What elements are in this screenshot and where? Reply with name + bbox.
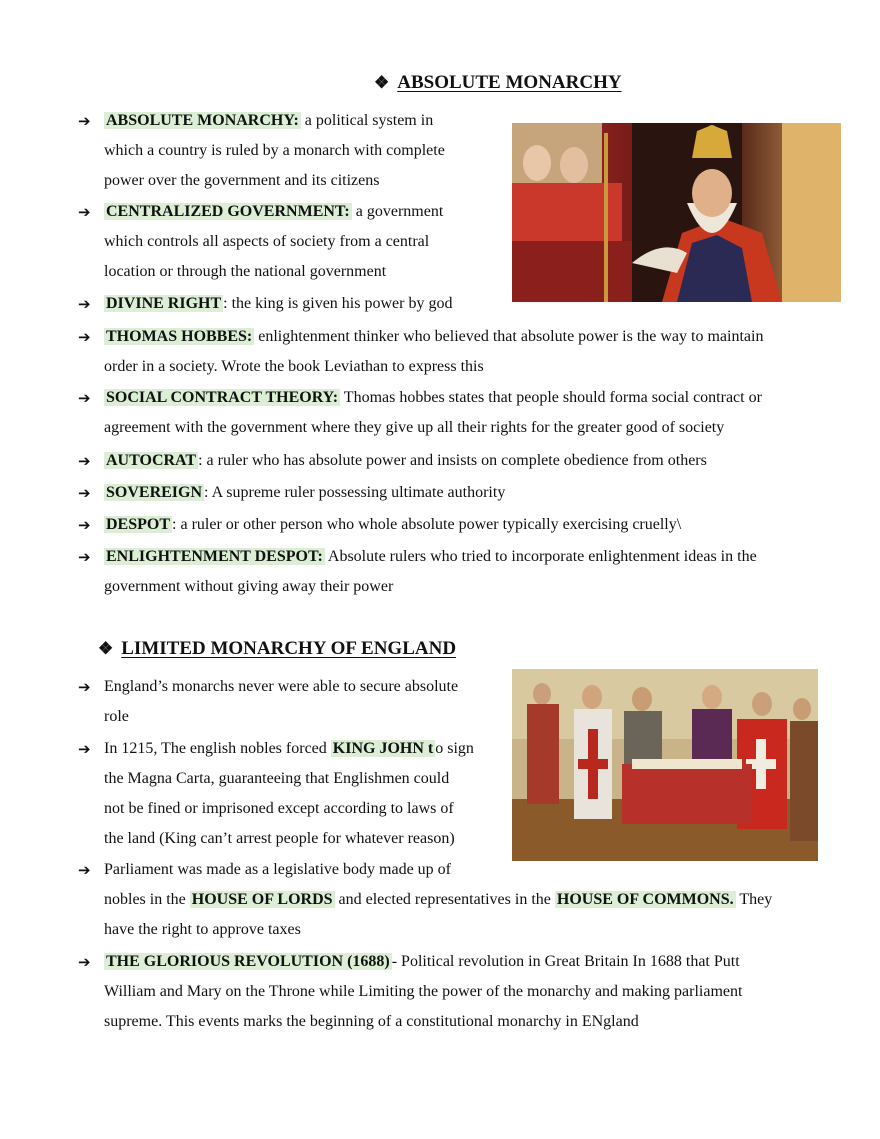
term: AUTOCRAT: [106, 452, 197, 469]
text: In 1215, The english nobles forced: [104, 740, 331, 757]
term: CENTRALIZED GOVERNMENT:: [106, 203, 350, 220]
arrow-right-icon: ➔: [78, 203, 91, 221]
bullet-despot: [78, 510, 838, 540]
definition: : A supreme ruler possessing ultimate authority: [204, 484, 506, 501]
definition: : a ruler or other person who whole absolute power typically exercising cruelly\: [172, 516, 682, 533]
arrow-right-icon: ➔: [78, 678, 91, 696]
text-line: William and Mary on the Throne while Limiting the power of the monarchy and making parliament: [104, 983, 743, 1000]
arrow-right-icon: ➔: [78, 953, 91, 971]
text: They: [735, 891, 773, 908]
arrow-right-icon: ➔: [78, 516, 91, 534]
bullet-glorious-revolution: [78, 947, 838, 1037]
diamond-icon: ❖: [374, 73, 390, 92]
bullet-parliament: [78, 855, 838, 945]
term: HOUSE OF LORDS: [191, 891, 333, 908]
arrow-right-icon: ➔: [78, 328, 91, 346]
text-line: Parliament was made as a legislative body made up of: [104, 861, 452, 878]
text: o sign: [435, 740, 474, 757]
term: DIVINE RIGHT: [106, 295, 222, 312]
text: and elected representatives in the: [334, 891, 555, 908]
bullet-social-contract-theory: [78, 383, 838, 443]
definition: Absolute rulers who tried to incorporate enlightenment ideas in the: [324, 548, 757, 565]
arrow-right-icon: ➔: [78, 295, 91, 313]
definition-line: which controls all aspects of society from a central: [104, 233, 430, 250]
bullet-england-monarchs: [78, 672, 458, 732]
bullet-autocrat: [78, 446, 838, 476]
arrow-right-icon: ➔: [78, 484, 91, 502]
text-line: England’s monarchs never were able to secure absolute: [104, 678, 459, 695]
section-heading-limited-monarchy: [98, 638, 456, 660]
section-heading-absolute-monarchy: [374, 72, 622, 94]
arrow-right-icon: ➔: [78, 112, 91, 130]
definition: Thomas hobbes states that people should forma social contract or: [340, 389, 762, 406]
arrow-right-icon: ➔: [78, 740, 91, 758]
text: - Political revolution in Great Britain In 1688 that Putt: [391, 953, 740, 970]
diamond-icon: ❖: [98, 639, 114, 658]
bullet-divine-right: [78, 289, 452, 319]
text-line: have the right to approve taxes: [104, 921, 301, 938]
definition-line: location or through the national government: [104, 263, 387, 280]
arrow-right-icon: ➔: [78, 389, 91, 407]
text-line: the land (King can’t arrest people for whatever reason): [104, 830, 455, 847]
term: THE GLORIOUS REVOLUTION (1688): [106, 953, 390, 970]
definition-line: power over the government and its citizens: [104, 172, 380, 189]
arrow-right-icon: ➔: [78, 861, 91, 879]
king-portrait-image: [512, 123, 841, 302]
term: KING JOHN t: [332, 740, 434, 757]
bullet-enlightenment-despot: [78, 542, 838, 602]
bullet-centralized-government: [78, 197, 443, 287]
term: ABSOLUTE MONARCHY:: [106, 112, 299, 129]
heading-text: ABSOLUTE MONARCHY: [397, 72, 622, 93]
term: SOCIAL CONTRACT THEORY:: [106, 389, 339, 406]
definition: : a ruler who has absolute power and insists on complete obedience from others: [198, 452, 707, 469]
arrow-right-icon: ➔: [78, 452, 91, 470]
bullet-magna-carta: [78, 734, 474, 854]
bullet-sovereign: [78, 478, 838, 508]
bullet-thomas-hobbes: [78, 322, 838, 382]
term: SOVEREIGN: [106, 484, 203, 501]
definition: enlightenment thinker who believed that absolute power is the way to maintain: [254, 328, 764, 345]
bullet-absolute-monarchy: [78, 106, 445, 196]
heading-text: LIMITED MONARCHY OF ENGLAND: [121, 638, 457, 659]
definition: a political system in: [300, 112, 434, 129]
definition: : the king is given his power by god: [223, 295, 453, 312]
magna-carta-image: [512, 669, 818, 861]
definition: a government: [351, 203, 444, 220]
definition-line: which a country is ruled by a monarch with complete: [104, 142, 445, 159]
text-line: the Magna Carta, guaranteeing that Englishmen could: [104, 770, 450, 787]
definition-line: agreement with the government where they give up all their rights for the greater good of society: [104, 419, 725, 436]
text-line: not be fined or imprisoned except according to laws of: [104, 800, 454, 817]
term: DESPOT: [106, 516, 171, 533]
definition-line: government without giving away their power: [104, 578, 394, 595]
term: THOMAS HOBBES:: [106, 328, 253, 345]
term: HOUSE OF COMMONS.: [556, 891, 734, 908]
text: nobles in the: [104, 891, 190, 908]
text-line: supreme. This events marks the beginning of a constitutional monarchy in ENgland: [104, 1013, 639, 1030]
term: ENLIGHTENMENT DESPOT:: [106, 548, 323, 565]
arrow-right-icon: ➔: [78, 548, 91, 566]
definition-line: order in a society. Wrote the book Leviathan to express this: [104, 358, 484, 375]
text-line: role: [104, 708, 129, 725]
